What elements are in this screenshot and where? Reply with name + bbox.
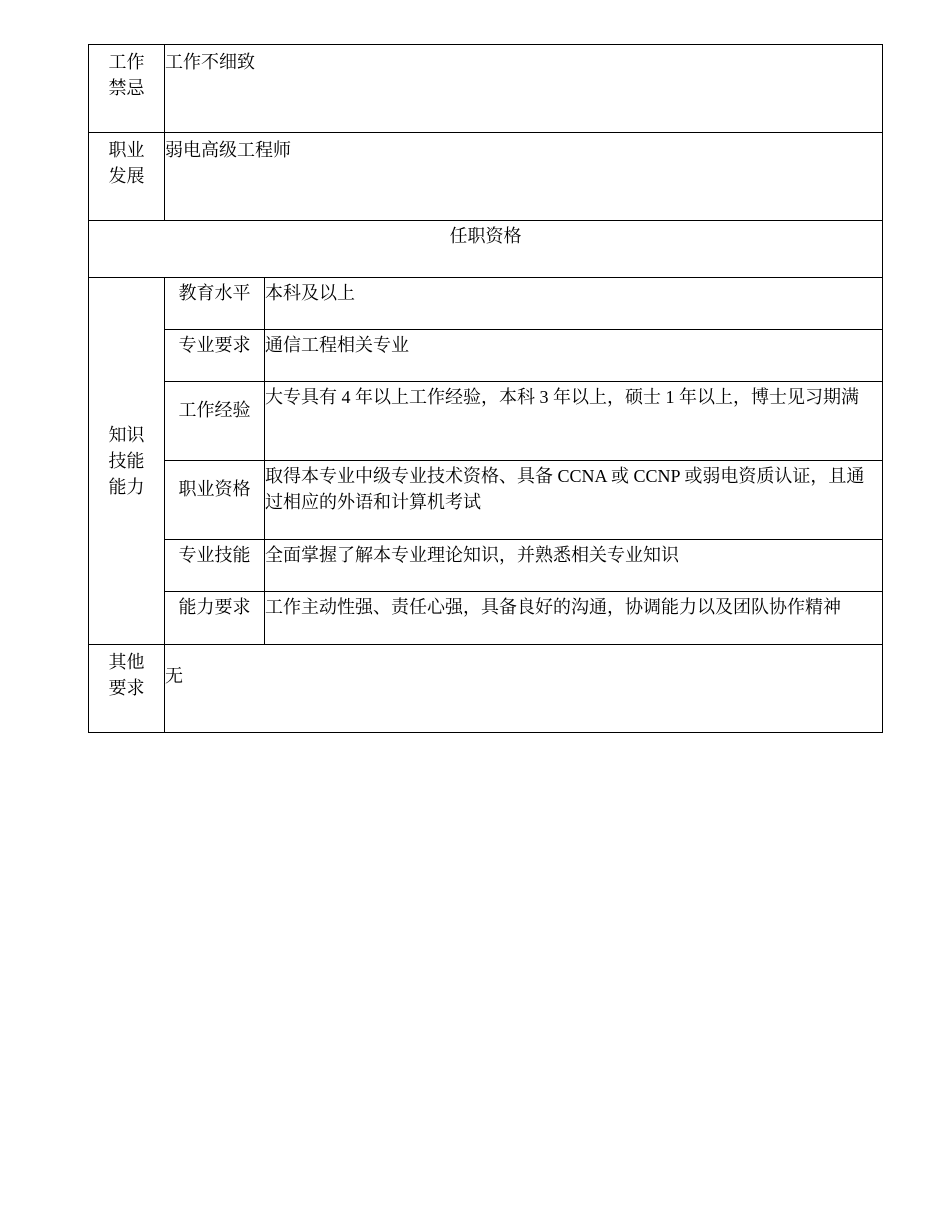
qualification-label: 职业资格 — [165, 461, 265, 540]
experience-label: 工作经验 — [165, 382, 265, 461]
table-row — [89, 461, 883, 540]
skills-label: 专业技能 — [165, 540, 265, 592]
other-row — [89, 645, 883, 733]
career-label: 职业 发展 — [89, 133, 165, 221]
other-label: 其他 要求 — [89, 645, 165, 733]
ability-value: 工作主动性强、责任心强，具备良好的沟通，协调能力以及团队协作精神 — [265, 592, 883, 645]
experience-value: 大专具有 4 年以上工作经验，本科 3 年以上，硕士 1 年以上，博士见习期满 — [265, 382, 883, 461]
table-row — [89, 540, 883, 592]
table-row — [89, 592, 883, 645]
table-row — [89, 330, 883, 382]
knowledge-label: 知识 技能 能力 — [89, 278, 165, 645]
major-label: 专业要求 — [165, 330, 265, 382]
skills-value: 全面掌握了解本专业理论知识，并熟悉相关专业知识 — [265, 540, 883, 592]
education-label: 教育水平 — [165, 278, 265, 330]
job-requirements-table — [88, 44, 883, 733]
section-title-row — [89, 221, 883, 278]
table-row — [89, 382, 883, 461]
qualification-value: 取得本专业中级专业技术资格、具备 CCNA 或 CCNP 或弱电资质认证，且通过相应的外语和计算机考试 — [265, 461, 883, 540]
section-title: 任职资格 — [89, 221, 883, 278]
taboo-row — [89, 45, 883, 133]
taboo-label: 工作 禁忌 — [89, 45, 165, 133]
career-value: 弱电高级工程师 — [165, 133, 883, 221]
education-value: 本科及以上 — [265, 278, 883, 330]
career-row — [89, 133, 883, 221]
taboo-value: 工作不细致 — [165, 45, 883, 133]
major-value: 通信工程相关专业 — [265, 330, 883, 382]
other-value: 无 — [165, 645, 883, 733]
table-row — [89, 278, 883, 330]
ability-label: 能力要求 — [165, 592, 265, 645]
